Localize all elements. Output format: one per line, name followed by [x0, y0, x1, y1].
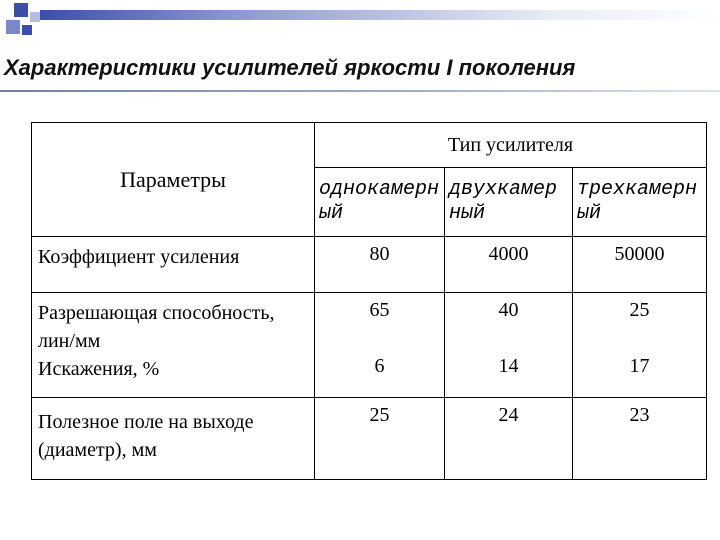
type-col-1: однокамерный	[315, 168, 445, 237]
table-row	[32, 397, 707, 479]
table-header-row	[32, 123, 707, 168]
table-row	[32, 355, 707, 397]
type-col-3: трехкамерный	[573, 168, 707, 237]
type-col-2: двухкамерный	[445, 168, 573, 237]
cell-field-1: 25	[315, 397, 445, 479]
decor-square-light	[30, 12, 40, 22]
cell-resolution-2: 40	[445, 293, 573, 356]
title-divider	[0, 90, 720, 92]
header-gradient-bar	[40, 10, 720, 20]
slide-title: Характеристики усилителей яркости I поколения	[4, 55, 576, 80]
cell-field-3: 23	[573, 397, 707, 479]
row-label-gain: Коэффициент усиления	[32, 237, 315, 293]
characteristics-table	[31, 122, 707, 480]
decor-square-dark	[14, 3, 28, 17]
cell-gain-2: 4000	[445, 237, 573, 293]
row-label-field: Полезное поле на выходе (диаметр), мм	[32, 397, 315, 479]
cell-distortion-2: 14	[445, 355, 573, 397]
cell-resolution-1: 65	[315, 293, 445, 356]
type-header: Тип усилителя	[315, 123, 707, 168]
table-row	[32, 237, 707, 293]
cell-distortion-3: 17	[573, 355, 707, 397]
cell-distortion-1: 6	[315, 355, 445, 397]
row-label-resolution: Разрешающая способность, лин/мм	[32, 293, 315, 356]
cell-gain-3: 50000	[573, 237, 707, 293]
cell-gain-1: 80	[315, 237, 445, 293]
params-header: Параметры	[32, 123, 315, 237]
decor-square-small	[22, 25, 32, 35]
table-row	[32, 293, 707, 356]
decor-square-dark-2	[6, 20, 20, 34]
cell-field-2: 24	[445, 397, 573, 479]
cell-resolution-3: 25	[573, 293, 707, 356]
row-label-distortion: Искажения, %	[32, 355, 315, 397]
